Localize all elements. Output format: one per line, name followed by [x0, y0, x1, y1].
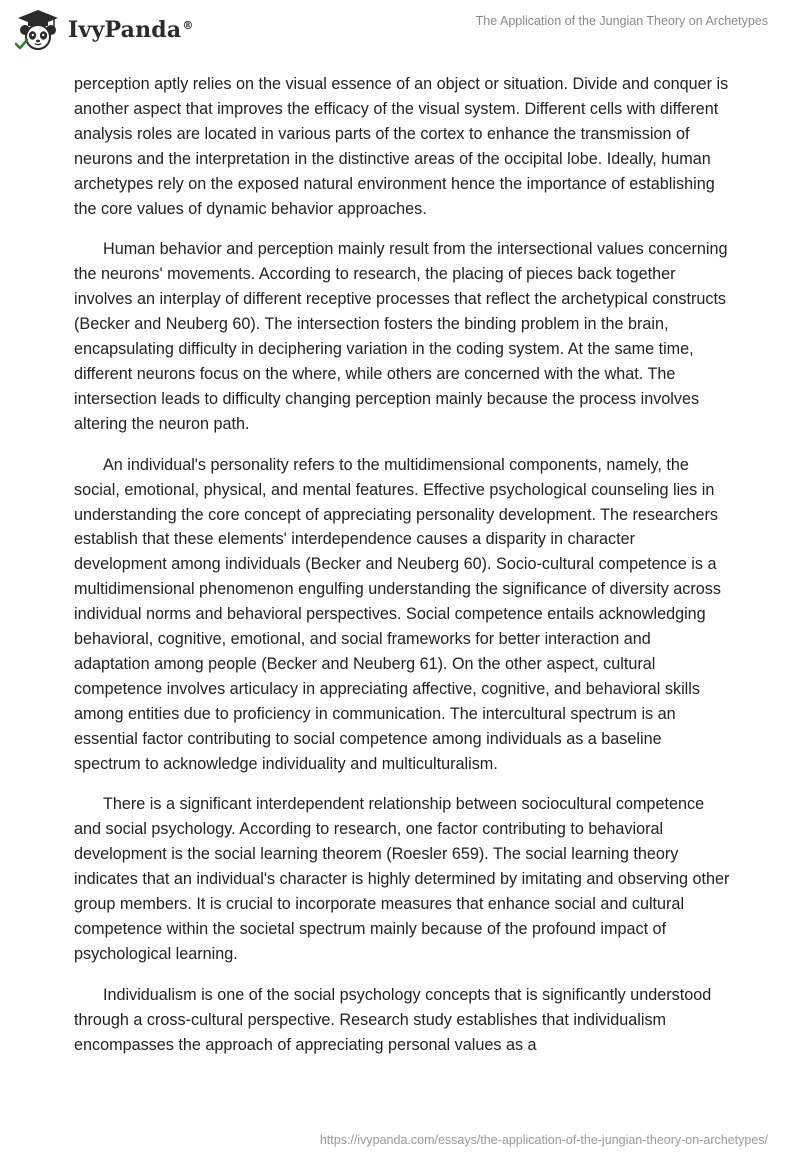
paragraph: Individualism is one of the social psychology concepts that is significantly understood through a cross-cultural perspective. Research study establishes that individualism encompasses the approach of appreciating personal values as a: [74, 985, 712, 1054]
registered-mark: ®: [182, 18, 194, 32]
paragraph: Human behavior and perception mainly result from the intersectional values concerning the neurons' movements. According to research, the placing of pieces back together involves an interplay of different receptive processes that reflect the archetypical constructs (Becker and Neuberg 60). The intersection fosters the binding problem in the brain, encapsulating difficulty in deciphering variation in the coding system. At the same time, different neurons focus on the where, while others are concerned with the what. The intersection leads to difficulty changing perception mainly because the process involves altering the neuron path.: [74, 240, 728, 433]
page-header: [0, 0, 800, 70]
document-title: The Application of the Jungian Theory on Archetypes: [475, 14, 768, 28]
paragraph: There is a significant interdependent relationship between sociocultural competence and social psychology. According to research, one factor contributing to behavioral development is the social learning theorem (Roesler 659). The social learning theory indicates that an individual's character is highly determined by imitating and observing other group members. It is crucial to incorporate measures that enhance social and cultural competence within the societal spectrum mainly because of the profound impact of psychological learning.: [74, 795, 730, 963]
logo-wordmark: IvyPanda®: [68, 17, 194, 43]
site-logo[interactable]: [14, 8, 194, 52]
source-url[interactable]: https://ivypanda.com/essays/the-application-of-the-jungian-theory-on-archetypes/: [319, 1133, 768, 1147]
panda-graduate-icon: [14, 8, 62, 52]
essay-body: [74, 72, 730, 1074]
paragraph: perception aptly relies on the visual essence of an object or situation. Divide and conquer is another aspect that improves the efficacy of the visual system. Different cells with different analysis roles are located in various parts of the cortex to enhance the transmission of neurons and the interpretation in the distinctive areas of the occipital lobe. Ideally, human archetypes rely on the exposed natural environment hence the importance of establishing the core values of dynamic behavior approaches.: [74, 75, 729, 218]
paragraph: An individual's personality refers to the multidimensional components, namely, the social, emotional, physical, and mental features. Effective psychological counseling lies in understanding the core concept of appreciating personality development. The researchers establish that these elements' interdependence causes a disparity in character development among individuals (Becker and Neuberg 60). Socio-cultural competence is a multidimensional phenomenon engulfing understanding the significance of diversity across individual norms and behavioral perspectives. Social competence entails acknowledging behavioral, cognitive, emotional, and social frameworks for better interaction and adaptation among people (Becker and Neuberg 61). On the other aspect, cultural competence involves articulacy in appreciating affective, cognitive, and behavioral skills among entities due to proficiency in communication. The intercultural spectrum is an essential factor contributing to social competence among individuals as a baseline spectrum to acknowledge individuality and multiculturalism.: [74, 455, 721, 773]
